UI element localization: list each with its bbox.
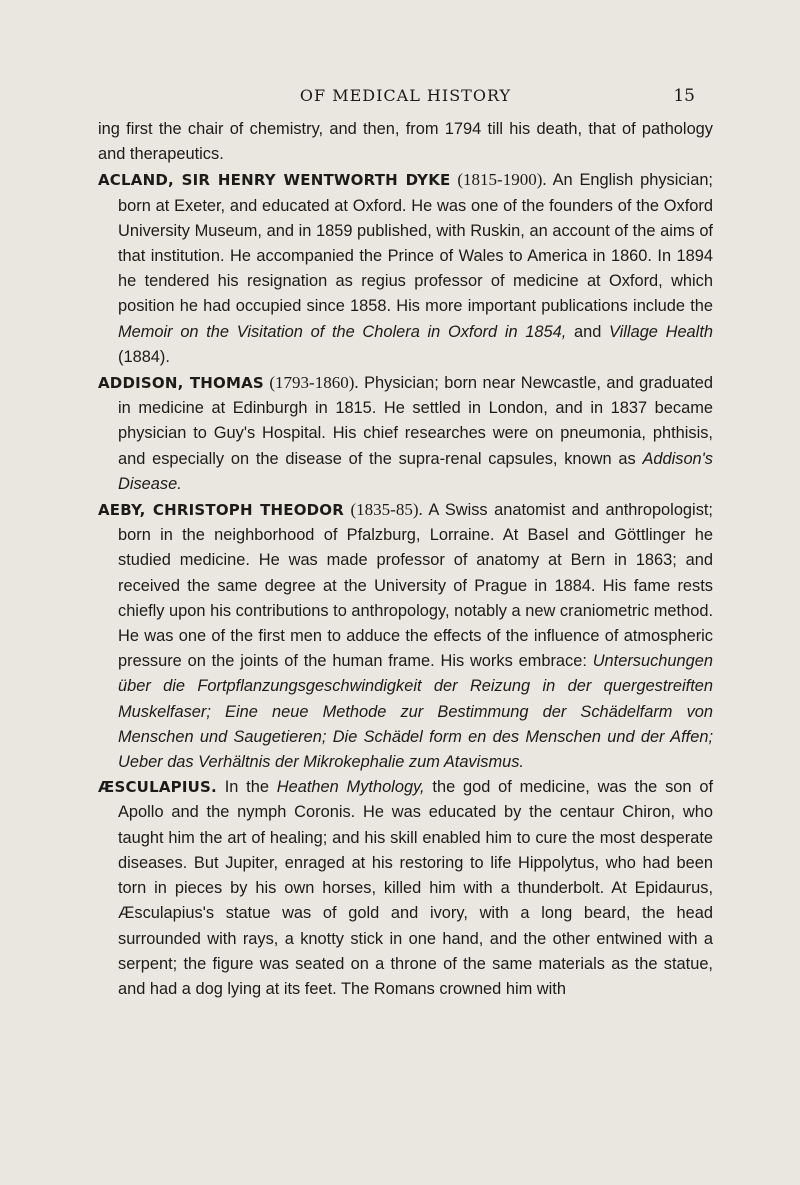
entry-acland [98, 167, 713, 370]
entry-text: In the [224, 778, 269, 797]
entry-headword: AEBY, CHRISTOPH THEODOR [98, 501, 345, 520]
entry-aesculapius [98, 775, 713, 1002]
entry-dates: (1835-85). [350, 500, 423, 520]
running-title: OF MEDICAL HISTORY [299, 86, 512, 105]
entry-work-title: Heathen Mythology, [276, 778, 425, 797]
entry-text: Physician; born near Newcastle, and graduated in medicine at Edinburgh in 1815. He settled in London, and in 1837 became physician to Guy's Hospital. His chief researches were on pneumonia, phthisis, and especially on the disease of the supra-renal capsules, known as [118, 374, 714, 468]
entry-headword: ÆSCULAPIUS. [98, 778, 217, 797]
page-number: 15 [673, 86, 695, 106]
entry-text: A Swiss anatomist and anthropologist; born in the neighborhood of Pfalzburg, Lorraine. At Basel and Göttlinger he studied medicine. He was made professor of anatomy at Bern in 1863; and received the same degree at the University of Prague in 1884. His fame rests chiefly upon his contributions to anthropology, notably a new craniometric method. He was one of the first men to adduce the effects of the influence of atmospheric pressure on the joints of the human frame. His works embrace: [118, 501, 713, 671]
entry-work-title: Untersuchungen über die Fortpflanzungsgeschwindigkeit der Reizung in der quergestreiften Muskelfaser; Eine neue Methode zur Bestimmung der Schädelfarm von Menschen und Saugetieren; Die Schädel form en des Menschen und der Affen; Ueber das Verhältnis der Mikrokephalie zum Atavismus. [118, 652, 713, 772]
entry-text: and [573, 322, 602, 341]
entry-text: An English physician; born at Exeter, and educated at Oxford. He was one of the founders of the Oxford University Museum, and in 1859 published, with Ruskin, an account of the aims of that institution. He accompanied the Prince of Wales to America in 1860. In 1894 he tendered his resignation as regius professor of medicine at Oxford, which position he had occupied since 1858. His more important publications include the [118, 171, 713, 316]
running-head [98, 84, 713, 114]
entry-aeby [98, 497, 713, 775]
book-page [98, 84, 713, 1002]
continuation-paragraph [98, 117, 713, 167]
entry-headword: ADDISON, THOMAS [98, 374, 264, 393]
body-text [98, 117, 713, 1002]
entry-headword: ACLAND, SIR HENRY WENTWORTH DYKE [98, 171, 451, 190]
continuation-text: ing first the chair of chemistry, and then, from 1794 till his death, that of pathology and therapeutics. [98, 120, 713, 164]
entry-work-title: Addison's Disease. [118, 449, 713, 493]
entry-work-title: Village Health [609, 322, 713, 341]
entry-text: the god of medicine, was the son of Apollo and the nymph Coronis. He was educated by the centaur Chiron, who taught him the art of healing; and his skill enabled him to cure the most desperate diseases. But Jupiter, enraged at his restoring to life Hippolytus, who had been torn in pieces by his own horses, killed him with a thunderbolt. At Epidaurus, Æsculapius's statue was of gold and ivory, with a long beard, the head surrounded with rays, a knotty stick in one hand, and the other entwined with a serpent; the figure was seated on a throne of the same materials as the statue, and had a dog lying at its feet. The Romans crowned him with [118, 778, 714, 998]
entry-work-title: Memoir on the Visitation of the Cholera in Oxford in 1854, [118, 322, 567, 341]
entry-dates: (1815-1900). [457, 170, 547, 190]
entry-dates: (1793-1860). [269, 373, 359, 393]
entry-addison [98, 370, 713, 497]
entry-text: (1884). [118, 347, 170, 366]
